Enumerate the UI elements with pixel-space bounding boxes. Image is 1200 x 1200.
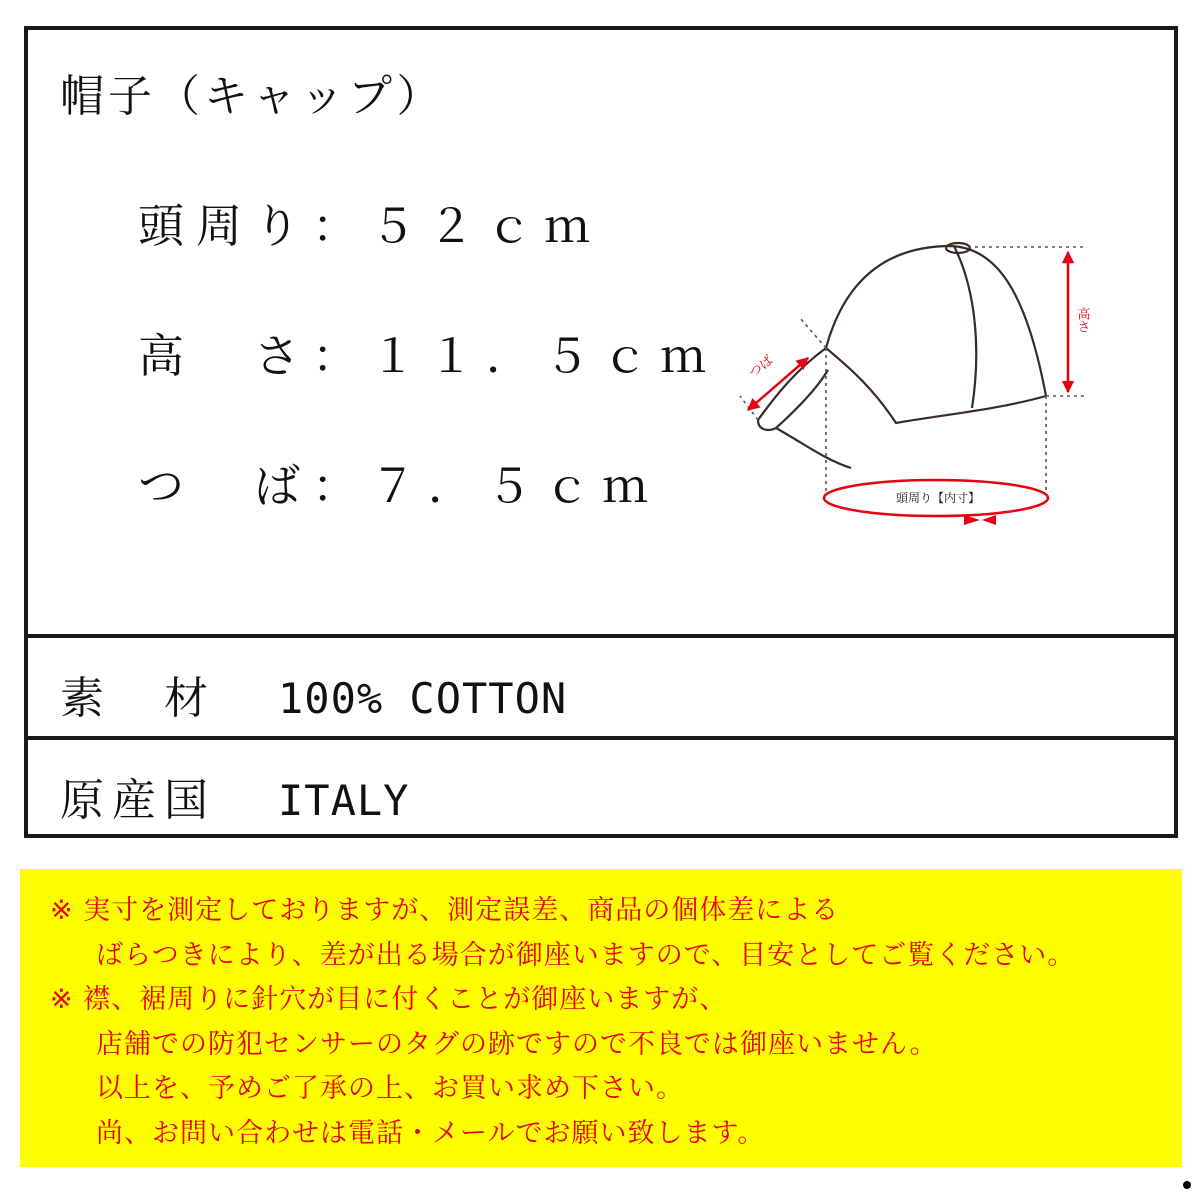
brim-measure: つ ば：７．５ｃｍ: [138, 459, 660, 513]
cap-diagram: [696, 210, 1090, 510]
product-title: 帽子（キャップ）: [60, 71, 445, 122]
note-line: ばらつきにより、差が出る場合が御座いますので、目安としてご覧ください。: [96, 939, 1076, 971]
head-circumference: 頭周り：５２ｃｍ: [138, 199, 602, 253]
material-label: 素 材: [60, 673, 216, 724]
height-label: 高さ: [1074, 307, 1090, 333]
head-arrow-marks: [964, 515, 996, 525]
origin-row: [60, 764, 409, 828]
material-row: [60, 662, 567, 726]
row-divider: [28, 634, 1174, 638]
material-value: 100% COTTON: [278, 674, 568, 723]
size-panel: [28, 30, 1174, 634]
head-label: 頭周り【内寸】: [895, 491, 981, 505]
brim-label: つば: [746, 353, 777, 381]
note-line: ※ 襟、裾周りに針穴が目に付くことが御座いますが、: [50, 984, 728, 1015]
guide-lines: [740, 247, 1084, 492]
cap-outline: [758, 243, 1046, 468]
note-line: 尚、お問い合わせは電話・メールでお願い致します。: [96, 1117, 766, 1149]
origin-value: ITALY: [278, 776, 410, 825]
note-line: 以上を、予めご了承の上、お買い求め下さい。: [96, 1073, 684, 1104]
notice-box: [20, 869, 1182, 1167]
height-measure: 高 さ：１１．５ｃｍ: [138, 329, 718, 383]
row-divider: [28, 736, 1174, 740]
note-line: ※ 実寸を測定しておりますが、測定誤差、商品の個体差による: [50, 895, 840, 926]
spec-sheet: [24, 26, 1178, 838]
note-line: 店舗での防犯センサーのタグの跡ですので不良では御座いません。: [96, 1028, 938, 1060]
origin-label: 原産国: [60, 775, 216, 826]
corner-dot: [1183, 1181, 1191, 1189]
